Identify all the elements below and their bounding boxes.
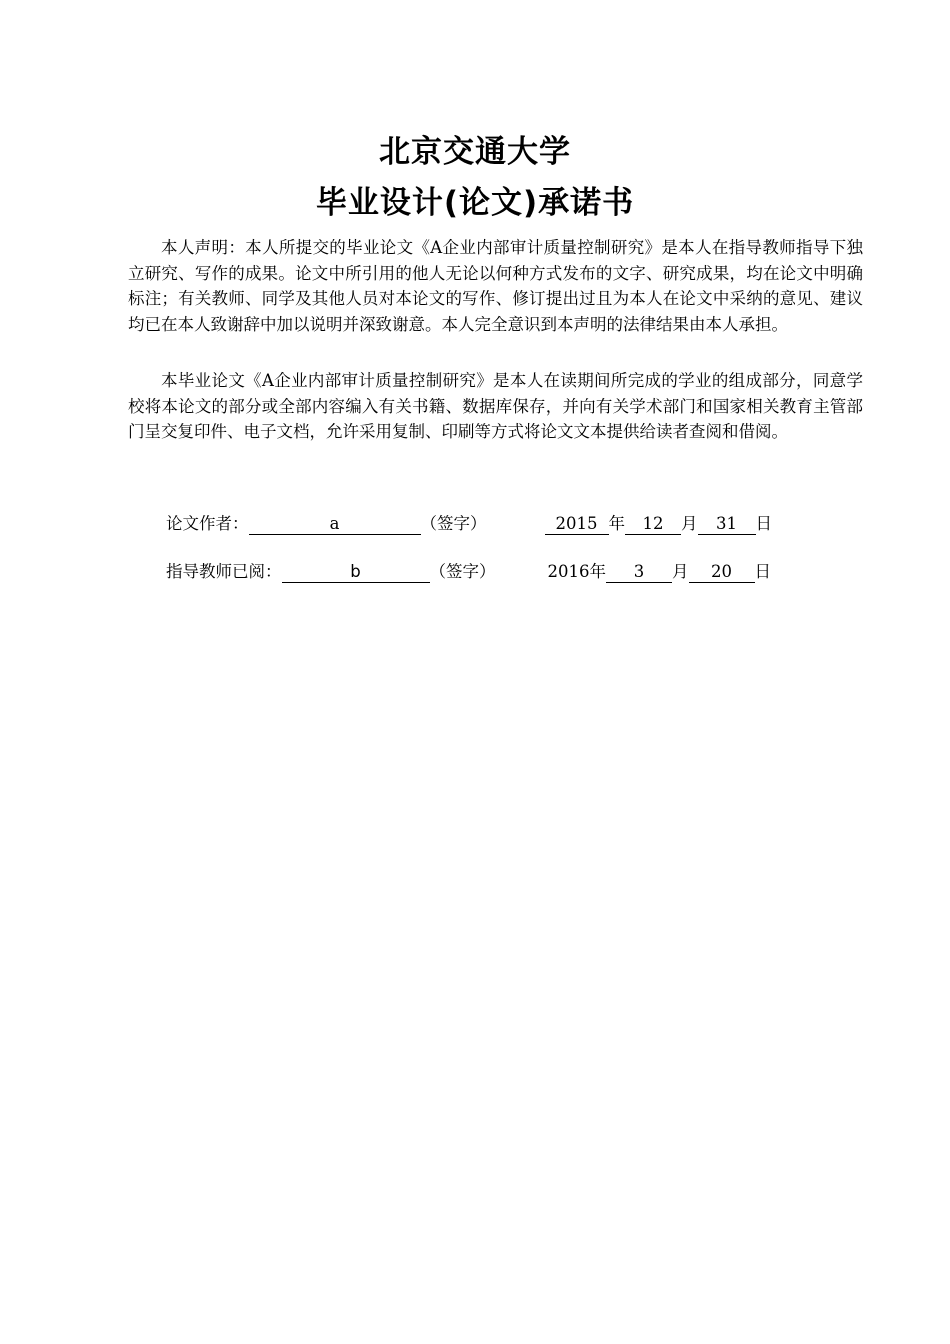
- author-sign-note: （签字）: [420, 514, 487, 533]
- advisor-year-unit: 年: [589, 562, 606, 581]
- document-title: 毕业设计(论文)承诺书: [315, 185, 635, 221]
- advisor-day-unit: 日: [754, 562, 771, 581]
- university-name: 北京交通大学: [379, 134, 571, 170]
- advisor-signature-field[interactable]: b: [282, 562, 430, 583]
- author-label: 论文作者：: [166, 514, 249, 533]
- author-month-field[interactable]: 12: [625, 514, 681, 535]
- author-day-unit: 日: [755, 514, 772, 533]
- author-signature-row: [166, 512, 772, 536]
- author-year-unit: 年: [608, 514, 625, 533]
- advisor-label: 指导教师已阅：: [166, 562, 282, 581]
- author-day-field[interactable]: 31: [698, 514, 756, 535]
- declaration-paragraph: 本人声明：本人所提交的毕业论文《A企业内部审计质量控制研究》是本人在指导教师指导下独立研究、写作的成果。论文中所引用的他人无论以何种方式发布的文字、研究成果，均在论文中明确标注；有关教师、同学及其他人员对本论文的写作、修订提出过且为本人在论文中采纳的意见、建议均已在本人致谢辞中加以说明并深致谢意。本人完全意识到本声明的法律结果由本人承担。: [128, 238, 863, 334]
- advisor-sign-note: （签字）: [429, 562, 496, 581]
- advisor-month-field[interactable]: 3: [606, 562, 672, 583]
- author-year-field[interactable]: 2015: [545, 514, 609, 535]
- advisor-signature-row: [166, 560, 771, 584]
- advisor-year-value: 2016: [547, 562, 590, 581]
- author-signature-field[interactable]: a: [249, 514, 421, 535]
- advisor-day-field[interactable]: 20: [689, 562, 755, 583]
- advisor-month-unit: 月: [672, 562, 689, 581]
- author-month-unit: 月: [681, 514, 698, 533]
- authorization-paragraph: 本毕业论文《A企业内部审计质量控制研究》是本人在读期间所完成的学业的组成部分，同意学校将本论文的部分或全部内容编入有关书籍、数据库保存，并向有关学术部门和国家相关教育主管部门呈交复印件、电子文档，允许采用复制、印刷等方式将论文文本提供给读者查阅和借阅。: [128, 371, 863, 441]
